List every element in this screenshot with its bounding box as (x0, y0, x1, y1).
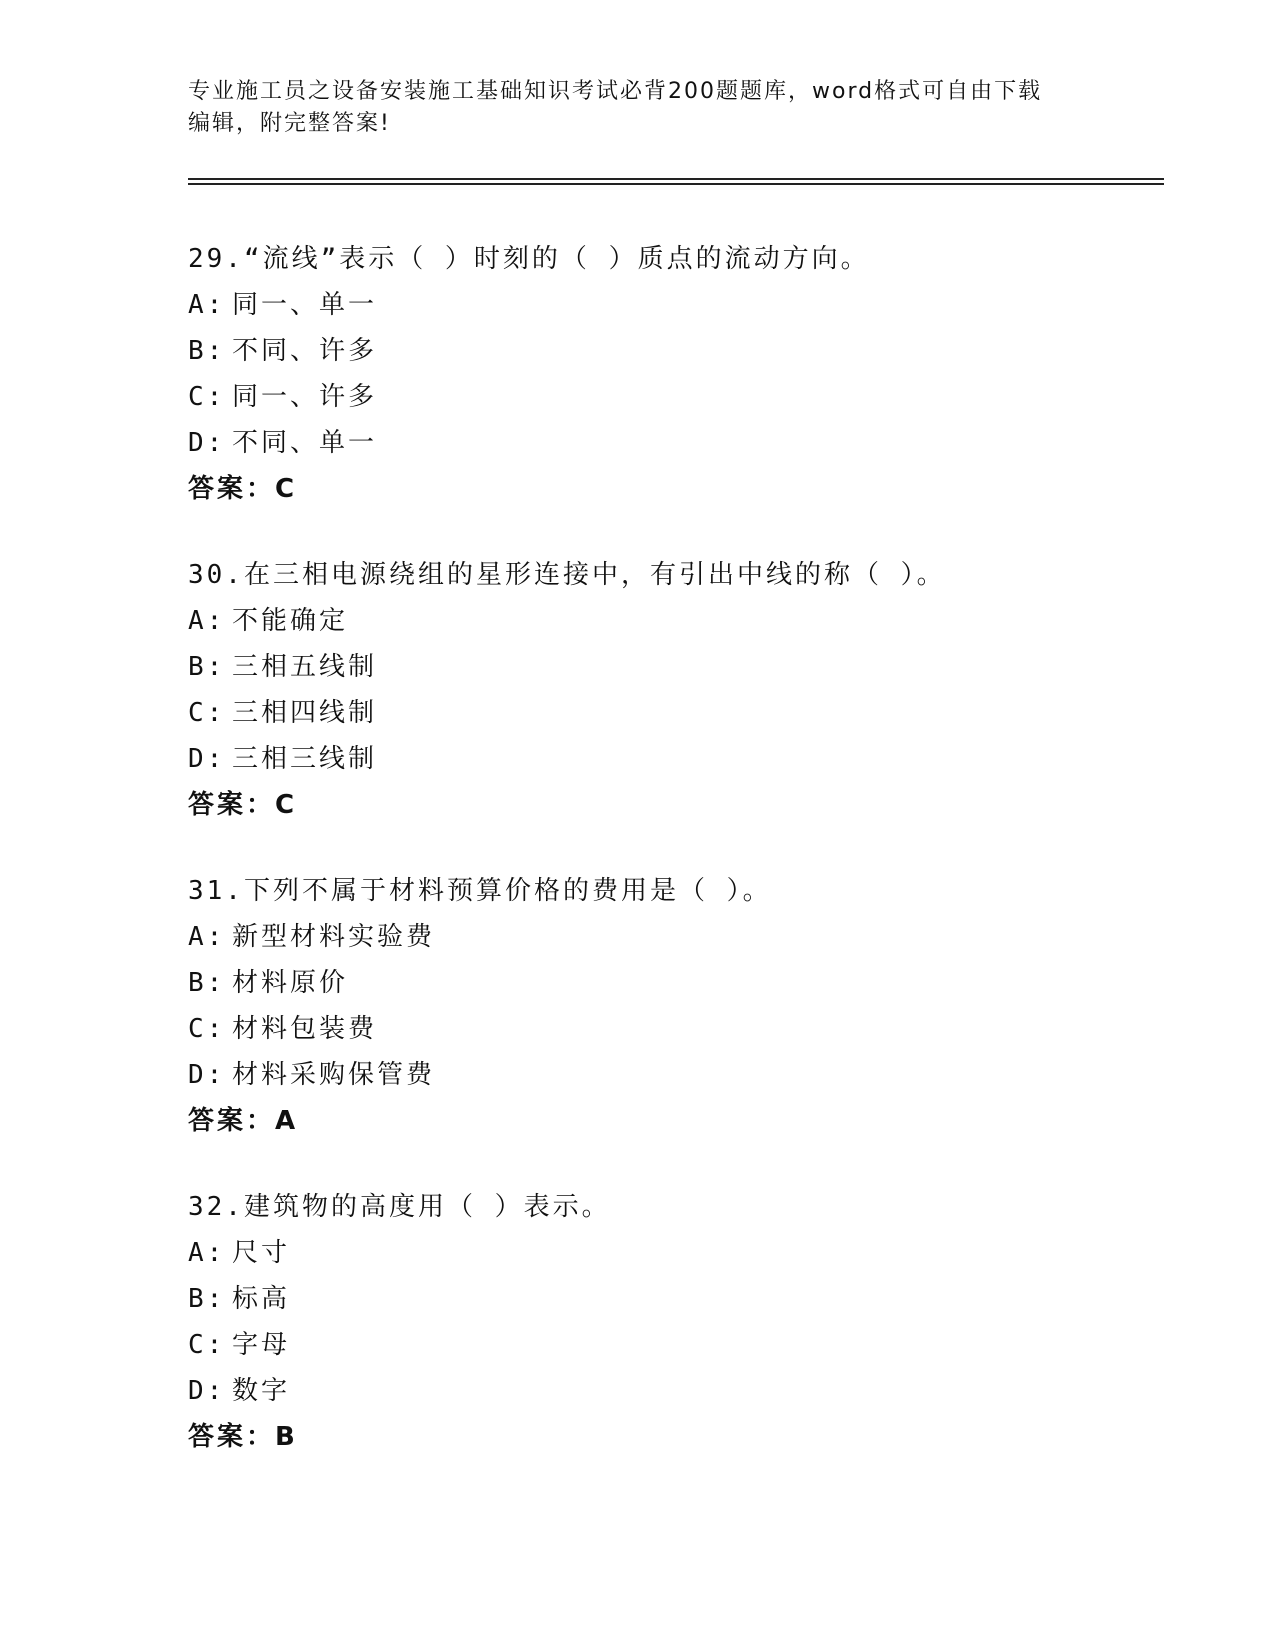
option-text: 尺寸 (232, 1238, 291, 1268)
option-a (188, 914, 1168, 960)
option-c (188, 1322, 1168, 1368)
option-c (188, 374, 1168, 420)
option-letter: D: (188, 428, 226, 458)
option-letter: C: (188, 382, 226, 412)
option-text: 不同、单一 (232, 428, 378, 458)
option-text: 同一、许多 (232, 382, 378, 412)
option-b (188, 960, 1168, 1006)
option-c (188, 1006, 1168, 1052)
header-divider-bottom (188, 183, 1164, 185)
question-text: 29.“流线”表示（ ）时刻的（ ）质点的流动方向。 (188, 244, 870, 274)
option-c (188, 690, 1168, 736)
header-line-2: 编辑，附完整答案! (188, 111, 391, 136)
option-letter: A: (188, 290, 226, 320)
option-letter: D: (188, 1060, 226, 1090)
option-d (188, 420, 1168, 466)
option-text: 新型材料实验费 (232, 922, 436, 952)
answer-line: 答案：C (188, 474, 298, 504)
option-text: 三相五线制 (232, 652, 378, 682)
option-text: 数字 (232, 1376, 291, 1406)
question-list (188, 236, 1168, 1500)
option-text: 材料原价 (232, 968, 349, 998)
option-b (188, 328, 1168, 374)
option-text: 不能确定 (232, 606, 349, 636)
document-header (188, 76, 1088, 140)
option-text: 字母 (232, 1330, 291, 1360)
option-text: 不同、许多 (232, 336, 378, 366)
option-letter: D: (188, 1376, 226, 1406)
question-block (188, 552, 1168, 828)
option-text: 材料采购保管费 (232, 1060, 436, 1090)
option-a (188, 282, 1168, 328)
option-b (188, 644, 1168, 690)
answer-line: 答案：A (188, 1106, 299, 1136)
option-letter: C: (188, 698, 226, 728)
header-divider-top (188, 178, 1164, 180)
option-text: 标高 (232, 1284, 291, 1314)
option-d (188, 1368, 1168, 1414)
question-block (188, 236, 1168, 512)
option-letter: C: (188, 1014, 226, 1044)
option-d (188, 1052, 1168, 1098)
header-line-1: 专业施工员之设备安装施工基础知识考试必背200题题库，word格式可自由下载 (188, 79, 1043, 104)
option-text: 同一、单一 (232, 290, 378, 320)
answer-line: 答案：C (188, 790, 298, 820)
question-text: 31.下列不属于材料预算价格的费用是（ ）。 (188, 876, 772, 906)
option-text: 三相四线制 (232, 698, 378, 728)
option-b (188, 1276, 1168, 1322)
question-text: 32.建筑物的高度用（ ）表示。 (188, 1192, 611, 1222)
option-letter: B: (188, 652, 226, 682)
option-letter: C: (188, 1330, 226, 1360)
question-text: 30.在三相电源绕组的星形连接中，有引出中线的称（ ）。 (188, 560, 946, 590)
option-letter: A: (188, 606, 226, 636)
option-d (188, 736, 1168, 782)
question-block (188, 868, 1168, 1144)
answer-line: 答案：B (188, 1422, 298, 1452)
option-letter: B: (188, 968, 226, 998)
option-letter: A: (188, 1238, 226, 1268)
option-a (188, 1230, 1168, 1276)
option-text: 三相三线制 (232, 744, 378, 774)
option-letter: D: (188, 744, 226, 774)
option-a (188, 598, 1168, 644)
option-letter: B: (188, 336, 226, 366)
question-block (188, 1184, 1168, 1460)
option-letter: B: (188, 1284, 226, 1314)
option-letter: A: (188, 922, 226, 952)
option-text: 材料包装费 (232, 1014, 378, 1044)
